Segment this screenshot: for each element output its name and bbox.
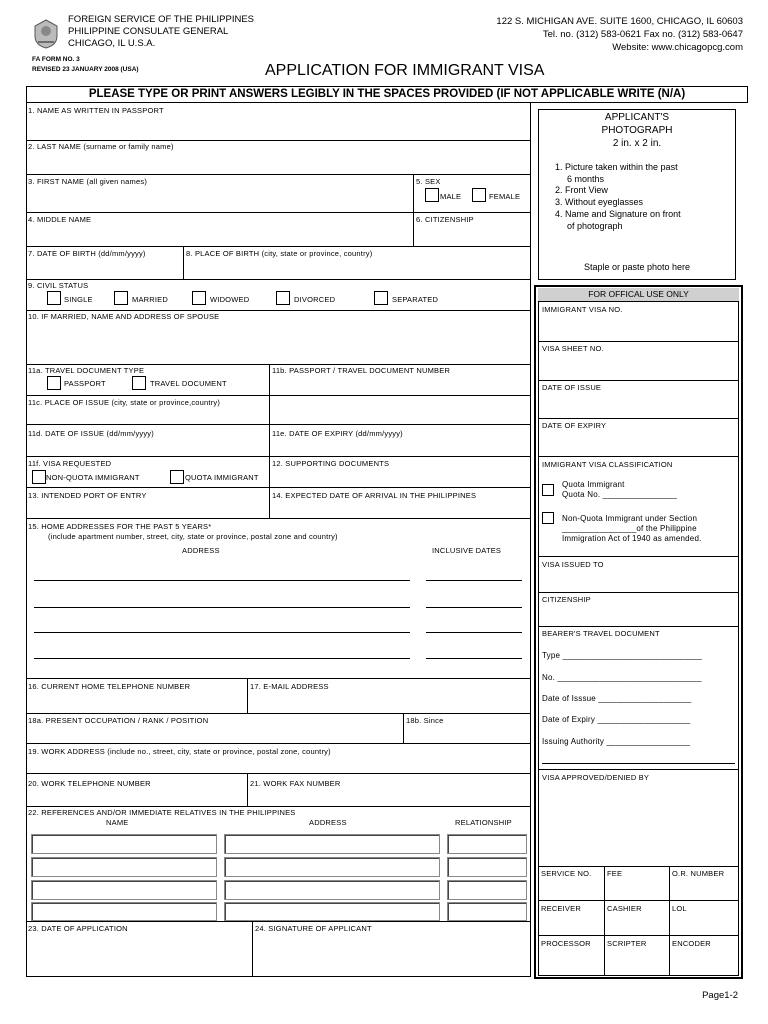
reference-name-input[interactable] — [31, 880, 217, 900]
address-line[interactable] — [34, 658, 410, 659]
reference-address-input[interactable] — [224, 857, 440, 877]
field-20-label: 20. WORK TELEPHONE NUMBER — [28, 779, 151, 788]
photo-staple-note: Staple or paste photo here — [583, 262, 691, 272]
encoder-label: ENCODER — [672, 939, 711, 948]
field-23-label: 23. DATE OF APPLICATION — [28, 924, 128, 933]
field-8-label: 8. PLACE OF BIRTH (city, state or province, country) — [186, 249, 373, 258]
sex-male-checkbox[interactable] — [425, 188, 439, 202]
address-line[interactable] — [34, 607, 410, 608]
official-quota-label: Quota Immigrant — [562, 480, 625, 489]
form-title: APPLICATION FOR IMMIGRANT VISA — [265, 62, 545, 79]
field-11d-label: 11d. DATE OF ISSUE (dd/mm/yyyy) — [28, 429, 154, 438]
consulate-seal — [32, 18, 60, 50]
status-divorced-label: DIVORCED — [294, 295, 336, 304]
field-14-label: 14. EXPECTED DATE OF ARRIVAL IN THE PHILIPPINES — [272, 491, 477, 500]
field-19-label: 19. WORK ADDRESS (include no., street, city, state or province, postal zone, country) — [28, 747, 331, 756]
references-name-header: NAME — [106, 818, 129, 827]
status-single-label: SINGLE — [64, 295, 93, 304]
address-column-header: ADDRESS — [182, 546, 220, 555]
approved-by-label: VISA APPROVED/DENIED BY — [542, 773, 650, 782]
lol-label: LOL — [672, 904, 687, 913]
processor-label: PROCESSOR — [541, 939, 591, 948]
doc-travel-checkbox[interactable] — [132, 376, 146, 390]
photo-instruction-1: 1. Picture taken within the past — [555, 162, 678, 172]
photo-instruction-3: 3. Without eyeglasses — [555, 197, 644, 207]
field-18b-label: 18b. Since — [406, 716, 444, 725]
status-married-label: MARRIED — [132, 295, 168, 304]
status-widowed-checkbox[interactable] — [192, 291, 206, 305]
cashier-label: CASHIER — [607, 904, 642, 913]
form-number: FA FORM NO. 3 — [32, 56, 80, 63]
field-11f-label: 11f. VISA REQUESTED — [28, 459, 112, 468]
status-single-checkbox[interactable] — [47, 291, 61, 305]
page-number: Page1-2 — [702, 990, 738, 1001]
org-line-3: CHICAGO, IL U.S.A. — [68, 38, 156, 49]
reference-relationship-input[interactable] — [447, 857, 527, 877]
consulate-address: 122 S. MICHIGAN AVE. SUITE 1600, CHICAGO, IL 60603 — [496, 16, 743, 27]
reference-name-input[interactable] — [31, 902, 217, 921]
field-12-label: 12. SUPPORTING DOCUMENTS — [272, 459, 390, 468]
field-10-label: 10. IF MARRIED, NAME AND ADDRESS OF SPOUSE — [28, 312, 220, 321]
dates-line[interactable] — [426, 658, 522, 659]
visa-nonquota-checkbox[interactable] — [32, 470, 46, 484]
status-separated-checkbox[interactable] — [374, 291, 388, 305]
status-widowed-label: WIDOWED — [210, 295, 250, 304]
official-quota-no: Quota No. ________________ — [562, 490, 678, 499]
instruction-bar — [26, 86, 748, 103]
receiver-label: RECEIVER — [541, 904, 581, 913]
official-nonquota-line3: Immigration Act of 1940 as amended. — [562, 534, 702, 543]
reference-name-input[interactable] — [31, 834, 217, 854]
field-24-label: 24. SIGNATURE OF APPLICANT — [255, 924, 372, 933]
status-separated-label: SEPARATED — [392, 295, 439, 304]
status-divorced-checkbox[interactable] — [276, 291, 290, 305]
official-title: FOR OFFICAL USE ONLY — [588, 289, 689, 299]
official-nonquota-line1: Non-Quota Immigrant under Section — [562, 514, 698, 523]
field-11a-label: 11a. TRAVEL DOCUMENT TYPE — [28, 366, 145, 375]
bearer-no: No. _______________________________ — [542, 673, 702, 682]
field-15-sublabel: (include apartment number, street, city, state or province, postal zone and country) — [48, 532, 338, 541]
scripter-label: SCRIPTER — [607, 939, 647, 948]
issued-to-label: VISA ISSUED TO — [542, 560, 604, 569]
official-nonquota-line2: ________________of the Philippine — [562, 524, 697, 533]
doc-travel-label: TRAVEL DOCUMENT — [150, 379, 227, 388]
photo-instruction-2: 2. Front View — [555, 185, 608, 195]
official-citizenship-label: CITIZENSHIP — [542, 595, 591, 604]
field-16-label: 16. CURRENT HOME TELEPHONE NUMBER — [28, 682, 191, 691]
field-3-label: 3. FIRST NAME (all given names) — [28, 177, 148, 186]
field-9-label: 9. CIVIL STATUS — [28, 281, 89, 290]
reference-address-input[interactable] — [224, 902, 440, 921]
bearer-date-expiry: Date of Expiry ____________________ — [542, 715, 691, 724]
official-quota-checkbox[interactable] — [542, 484, 554, 496]
field-6-label: 6. CITIZENSHIP — [416, 215, 474, 224]
fee-label: FEE — [607, 869, 623, 878]
official-date-issue-label: DATE OF ISSUE — [542, 383, 602, 392]
field-17-label: 17. E-MAIL ADDRESS — [250, 682, 329, 691]
field-1-label: 1. NAME AS WRITTEN IN PASSPORT — [28, 106, 164, 115]
reference-relationship-input[interactable] — [447, 880, 527, 900]
sheet-no-label: VISA SHEET NO. — [542, 344, 604, 353]
photo-instruction-4b: of photograph — [567, 221, 623, 231]
reference-name-input[interactable] — [31, 857, 217, 877]
sex-male-label: MALE — [440, 192, 462, 201]
field-22-label: 22. REFERENCES AND/OR IMMEDIATE RELATIVES IN THE PHILIPPINES — [28, 808, 296, 817]
field-18a-label: 18a. PRESENT OCCUPATION / RANK / POSITION — [28, 716, 209, 725]
official-date-expiry-label: DATE OF EXPIRY — [542, 421, 607, 430]
photo-title-1: APPLICANT'S — [604, 112, 670, 123]
address-line[interactable] — [34, 632, 410, 633]
field-21-label: 21. WORK FAX NUMBER — [250, 779, 341, 788]
form-revised: REVISED 23 JANUARY 2008 (USA) — [32, 66, 139, 73]
field-7-label: 7. DATE OF BIRTH (dd/mm/yyyy) — [28, 249, 146, 258]
visa-quota-checkbox[interactable] — [170, 470, 184, 484]
reference-relationship-input[interactable] — [447, 902, 527, 921]
dates-line[interactable] — [426, 632, 522, 633]
official-nonquota-checkbox[interactable] — [542, 512, 554, 524]
field-11e-label: 11e. DATE OF EXPIRY (dd/mm/yyyy) — [272, 429, 403, 438]
photo-size: 2 in. x 2 in. — [612, 138, 662, 149]
photo-title-2: PHOTOGRAPH — [601, 125, 673, 136]
org-line-1: FOREIGN SERVICE OF THE PHILIPPINES — [68, 14, 254, 25]
visa-no-label: IMMIGRANT VISA NO. — [542, 305, 623, 314]
field-15-label: 15. HOME ADDRESSES FOR THE PAST 5 YEARS* — [28, 522, 212, 531]
address-line[interactable] — [34, 580, 410, 581]
status-married-checkbox[interactable] — [114, 291, 128, 305]
reference-address-input[interactable] — [224, 834, 440, 854]
doc-passport-label: PASSPORT — [64, 379, 106, 388]
bearer-document-label: BEARER'S TRAVEL DOCUMENT — [542, 629, 660, 638]
doc-passport-checkbox[interactable] — [47, 376, 61, 390]
service-no-label: SERVICE NO. — [541, 869, 592, 878]
photo-instruction-4: 4. Name and Signature on front — [555, 209, 681, 219]
bearer-type: Type ______________________________ — [542, 651, 703, 660]
consulate-website: Website: www.chicagopcg.com — [612, 42, 743, 53]
dates-column-header: INCLUSIVE DATES — [432, 546, 502, 555]
consulate-phone: Tel. no. (312) 583-0621 Fax no. (312) 583-0647 — [542, 29, 743, 40]
bearer-issuing-authority: Issuing Authority __________________ — [542, 737, 691, 746]
reference-address-input[interactable] — [224, 880, 440, 900]
field-11c-label: 11c. PLACE OF ISSUE (city, state or province,country) — [28, 398, 221, 407]
field-4-label: 4. MIDDLE NAME — [28, 215, 92, 224]
bearer-date-issue: Date of Isssue ____________________ — [542, 694, 692, 703]
or-number-label: O.R. NUMBER — [672, 869, 725, 878]
dates-line[interactable] — [426, 580, 522, 581]
photo-box[interactable] — [538, 109, 736, 280]
reference-relationship-input[interactable] — [447, 834, 527, 854]
org-line-2: PHILIPPINE CONSULATE GENERAL — [68, 26, 229, 37]
sex-female-label: FEMALE — [489, 192, 521, 201]
field-2-label: 2. LAST NAME (surname or family name) — [28, 142, 174, 151]
visa-nonquota-label: NON-QUOTA IMMIGRANT — [46, 473, 140, 482]
instruction-text: PLEASE TYPE OR PRINT ANSWERS LEGIBLY IN THE SPACES PROVIDED (IF NOT APPLICABLE WRITE (N/A) — [88, 88, 686, 100]
references-relationship-header: RELATIONSHIP — [455, 818, 512, 827]
classification-label: IMMIGRANT VISA CLASSIFICATION — [542, 460, 673, 469]
field-5-label: 5. SEX — [416, 177, 441, 186]
field-13-label: 13. INTENDED PORT OF ENTRY — [28, 491, 147, 500]
photo-instruction-1b: 6 months — [567, 174, 605, 184]
sex-female-checkbox[interactable] — [472, 188, 486, 202]
references-address-header: ADDRESS — [309, 818, 347, 827]
field-11b-label: 11b. PASSPORT / TRAVEL DOCUMENT NUMBER — [272, 366, 451, 375]
visa-quota-label: QUOTA IMMIGRANT — [185, 473, 259, 482]
dates-line[interactable] — [426, 607, 522, 608]
